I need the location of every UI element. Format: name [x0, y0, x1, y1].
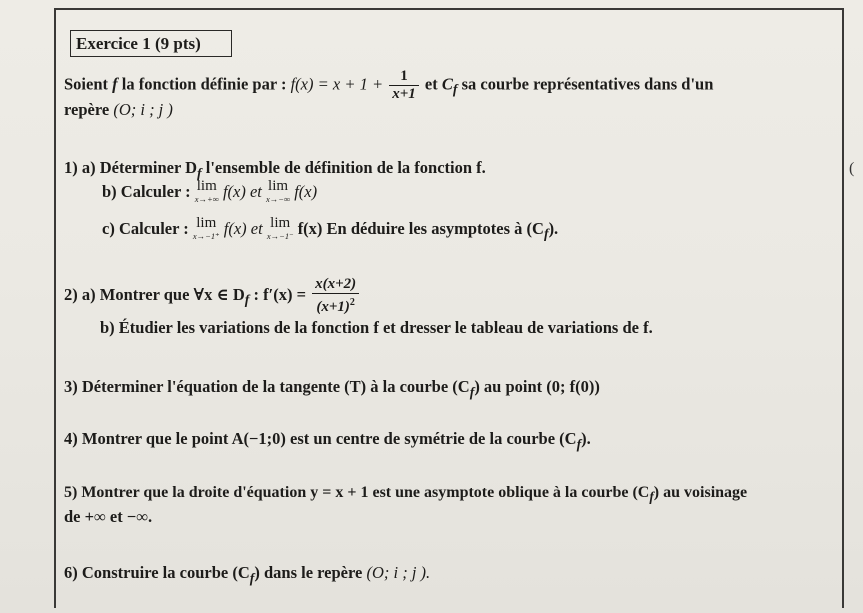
question-2b: b) Étudier les variations de la fonction f et dresser le tableau de variations de f. [100, 318, 653, 337]
exercise-title: Exercice 1 (9 pts) [70, 30, 232, 57]
question-2a: 2) a) Montrer que ∀x ∈ $D_f$ : f′(x) = $\frac{x(x+2)}{(x+1)^2}$ [64, 276, 361, 316]
repere-notation: (O; i ; j ) [113, 100, 173, 119]
question-1a: 1) a) Déterminer $D_f$ l'ensemble de définition de la fonction f. [64, 158, 486, 181]
intro-line-1: Soient f la fonction définie par : f(x) = x + 1 + $\frac{1}{x+1}$ et $C_f$ sa courbe représentatives dans d'un [64, 68, 714, 102]
question-1b: b) Calculer : lim x→+∞ f(x) et lim x→−∞ f(x) [102, 178, 318, 204]
limit-minus-infinity: lim x→−∞ [266, 178, 291, 204]
question-5-line-2: de +∞ et −∞. [64, 507, 153, 526]
edge-parenthesis: ( [849, 160, 855, 177]
limit-plus-infinity: lim x→+∞ [194, 178, 219, 204]
question-1c: c) Calculer : lim x→−1⁺ f(x) et lim x→−1⁻ f(x) En déduire les asymptotes à $(C_f)$. [102, 215, 559, 242]
limit-minus-one-plus: lim x→−1⁺ [192, 215, 220, 241]
question-5-line-1: 5) Montrer que la droite d'équation y = x + 1 est une asymptote oblique à la courbe $(C_f)$ au voisinage [64, 484, 748, 505]
derivative-fraction: $\frac{x(x+2)}{(x+1)^2}$ [312, 276, 359, 316]
question-4: 4) Montrer que le point A(−1;0) est un centre de symétrie de la courbe $(C_f)$. [64, 429, 591, 452]
question-3: 3) Déterminer l'équation de la tangente (T) à la courbe $(C_f)$ au point (0; f(0)) [64, 377, 600, 400]
limit-minus-one-minus: lim x→−1⁻ [266, 215, 294, 241]
intro-fraction: $\frac{1}{x+1}$ [389, 68, 419, 103]
question-6: 6) Construire la courbe $(C_f)$ dans le repère (O; i ; j ). [64, 563, 431, 586]
intro-line-2: repère (O; i ; j ) [64, 100, 173, 119]
